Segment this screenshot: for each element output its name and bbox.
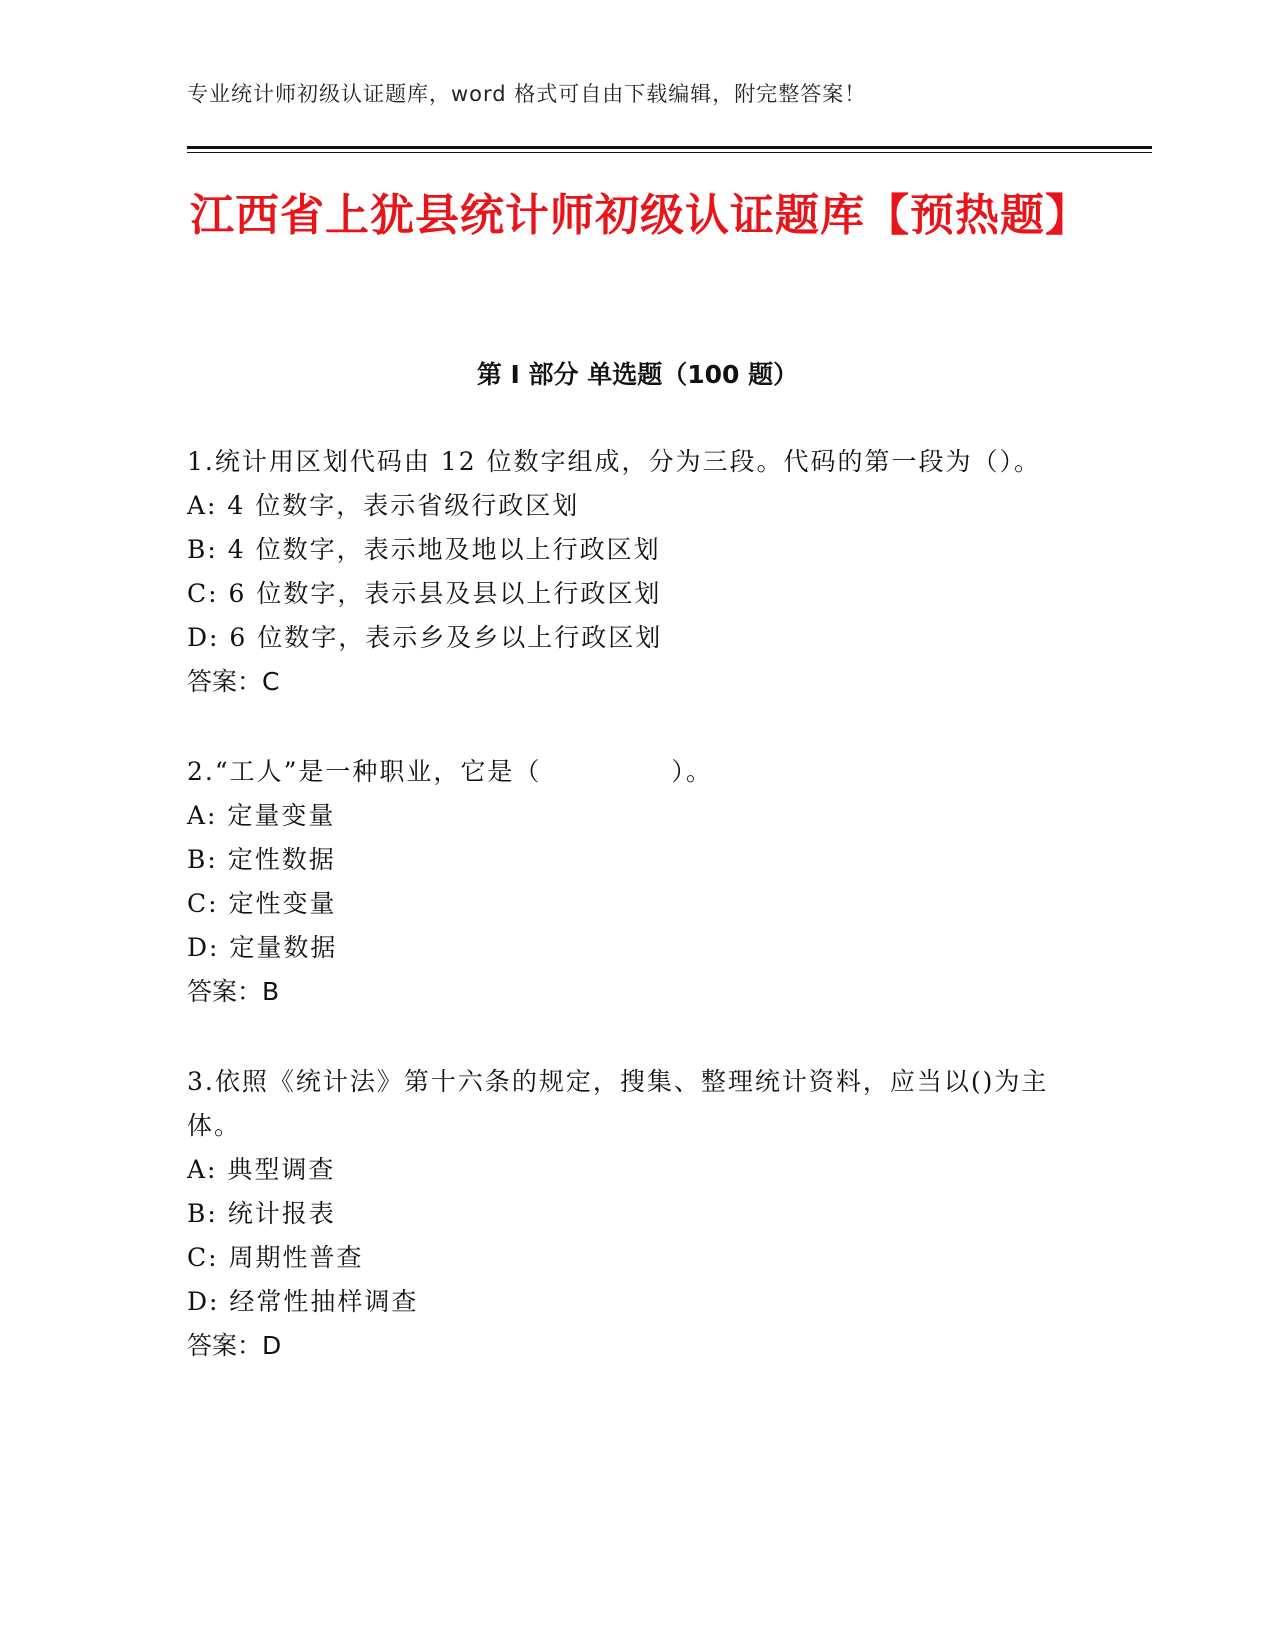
option-c: C: 周期性普查 — [187, 1243, 364, 1272]
answer: 答案：B — [187, 977, 280, 1006]
option-a: A: 定量变量 — [187, 801, 336, 830]
header-divider-thick — [187, 146, 1152, 149]
question-stem: 1.统计用区划代码由 12 位数字组成，分为三段。代码的第一段为（）。 — [187, 447, 1042, 476]
answer: 答案：C — [187, 667, 280, 696]
option-c: C: 定性变量 — [187, 889, 337, 918]
question-3 — [187, 1060, 1067, 1368]
option-a: A: 典型调查 — [187, 1155, 336, 1184]
section-heading: 第 I 部分 单选题（100 题） — [476, 360, 799, 389]
option-b: B: 定性数据 — [187, 845, 336, 874]
question-stem-after-blank: ）。 — [671, 757, 713, 786]
answer: 答案：D — [187, 1331, 282, 1360]
option-c: C: 6 位数字，表示县及县以上行政区划 — [187, 579, 662, 608]
option-d: D: 6 位数字，表示乡及乡以上行政区划 — [187, 623, 663, 652]
page-header-note: 专业统计师初级认证题库，word 格式可自由下载编辑，附完整答案！ — [187, 82, 867, 106]
question-stem — [187, 750, 1067, 794]
option-d: D: 经常性抽样调查 — [187, 1287, 419, 1316]
question-stem-before-blank: 2.“工人”是一种职业，它是（ — [187, 757, 542, 786]
question-1 — [187, 440, 1067, 704]
option-b: B: 统计报表 — [187, 1199, 336, 1228]
option-a: A: 4 位数字，表示省级行政区划 — [187, 491, 580, 520]
document-title: 江西省上犹县统计师初级认证题库【预热题】 — [190, 190, 1090, 241]
header-divider-thin — [187, 152, 1152, 153]
question-stem: 3.依照《统计法》第十六条的规定，搜集、整理统计资料，应当以()为主体。 — [187, 1067, 1049, 1140]
question-list — [187, 440, 1067, 1414]
option-d: D: 定量数据 — [187, 933, 338, 962]
question-2 — [187, 750, 1067, 1014]
option-b: B: 4 位数字，表示地及地以上行政区划 — [187, 535, 661, 564]
